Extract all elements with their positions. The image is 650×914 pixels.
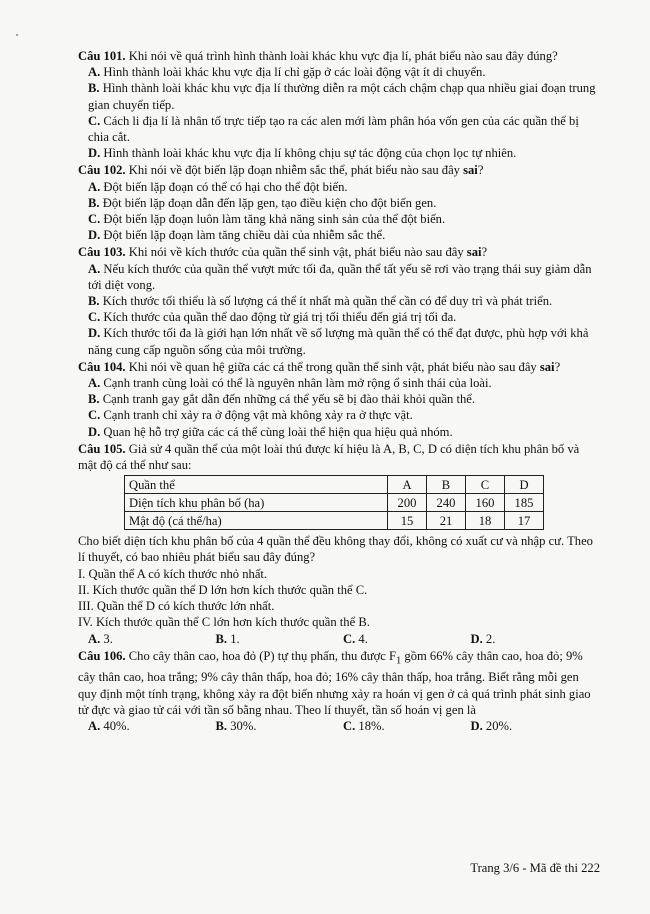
option-a: A. 3. xyxy=(88,631,113,646)
exam-content xyxy=(78,48,598,734)
question-103: Câu 103. Khi nói về kích thước của quần thể sinh vật, phát biểu nào sau đây sai? A. Nếu kích thước của quần thể vượt mức tối đa, quần thể tất yếu sẽ rơi vào trạng thái suy giảm dẫn tới diệt vong. B. Kích thước tối thiểu là số lượng cá thể ít nhất mà quần thể cần có để duy trì và phát triển. C. Kích thước của quần thể dao động từ giá trị tối thiểu đến giá trị tối đa. D. Kích thước tối đa là giới hạn lớn nhất về số lượng mà quần thể có thể đạt được, phù hợp với khả năng cung cấp nguồn sống của môi trường. xyxy=(78,244,598,357)
statement-1: I. Quần thể A có kích thước nhỏ nhất. xyxy=(78,566,268,581)
option-b: B. 1. xyxy=(215,631,240,646)
option-c: C. Cạnh tranh chỉ xảy ra ở động vật mà không xảy ra ở thực vật. xyxy=(88,408,413,423)
answer-choices xyxy=(78,718,598,734)
answer-choices xyxy=(78,631,598,647)
question-106: Câu 106. Cho cây thân cao, hoa đỏ (P) tự thụ phấn, thu được $F_1$ gồm 66% cây thân cao, hoa đỏ; 9% cây thân cao, hoa trắng; 9% cây thân thấp, hoa đỏ; 16% cây thân thấp, hoa trắng. Biết rằng mỗi gen quy định một tính trạng, không xảy ra đột biến nhưng xảy ra hoán vị gen ở cả quá trình phát sinh giao tử đực và giao tử cái với tần số bằng nhau. Theo lí thuyết, tần số hoán vị gen là A. 40%. B. 30%. C. 18%. D. 20%. xyxy=(78,648,598,735)
option-b: B. 30%. xyxy=(215,719,257,734)
statement-3: III. Quần thể D có kích thước lớn nhất. xyxy=(78,599,275,614)
table-row: Mật độ (cá thể/ha) 15 21 18 17 xyxy=(125,512,544,530)
table-header-row: Quần thể A B C D xyxy=(125,476,544,494)
question-102: Câu 102. Khi nói về đột biến lặp đoạn nhiễm sắc thể, phát biểu nào sau đây sai? A. Đột biến lặp đoạn có thể có hại cho thể đột biến. B. Đột biến lặp đoạn dẫn đến lặp gen, tạo điều kiện cho đột biến gen. C. Đột biến lặp đoạn luôn làm tăng khả năng sinh sản của thể đột biến. D. Đột biến lặp đoạn làm tăng chiều dài của nhiễm sắc thể. xyxy=(78,162,598,243)
option-b: B. Kích thước tối thiểu là số lượng cá thể ít nhất mà quần thể cần có để duy trì và phát triển. xyxy=(88,294,553,309)
option-a: A. 40%. xyxy=(88,719,130,734)
scan-speck xyxy=(16,34,18,36)
question-105: Câu 105. Giả sử 4 quần thể của một loài thú được kí hiệu là A, B, C, D có diện tích khu phân bố và mật độ cá thể như sau: Quần thể A B C D Diện tích khu phân bố (ha) 200 240 160 185 Mật độ (cá thể/ha) 15 21 18 17 Cho biết diện tích khu phân bố của 4 quần thể đều không thay đổi, không có xuất cư và nhập cư. Theo lí thuyết, có bao nhiêu phát biểu sau đây đúng? I. Quần thể A có kích thước nhỏ nhất. II. Kích thước quần thể D lớn hơn kích thước quần thể C. III. Quần thể D có kích thước lớn nhất. IV. Kích thước quần thể C lớn hơn kích thước quần thể B. A. 3. B. 1. C. 4. D. 2. xyxy=(78,441,598,647)
statement-4: IV. Kích thước quần thể C lớn hơn kích thước quần thể B. xyxy=(78,615,370,630)
option-d: D. Kích thước tối đa là giới hạn lớn nhất về số lượng mà quần thể có thể đạt được, phù hợp với khả năng cung cấp nguồn sống của môi trường. xyxy=(88,326,589,357)
question-stem: Khi nói về quá trình hình thành loài khác khu vực địa lí, phát biểu nào sau đây đúng? xyxy=(128,49,558,63)
statement-2: II. Kích thước quần thể D lớn hơn kích thước quần thể C. xyxy=(78,582,368,597)
option-a: A. Cạnh tranh cùng loài có thể là nguyên nhân làm mở rộng ổ sinh thái của loài. xyxy=(88,376,492,391)
table-row: Diện tích khu phân bố (ha) 200 240 160 185 xyxy=(125,494,544,512)
question-104: Câu 104. Khi nói về quan hệ giữa các cá thể trong quần thể sinh vật, phát biểu nào sau đây sai? A. Cạnh tranh cùng loài có thể là nguyên nhân làm mở rộng ổ sinh thái của loài. B. Cạnh tranh gay gắt dẫn đến những cá thể yếu sẽ bị đào thải khỏi quần thể. C. Cạnh tranh chỉ xảy ra ở động vật mà không xảy ra ở thực vật. D. Quan hệ hỗ trợ giữa các cá thể cùng loài thể hiện qua hiệu quả nhóm. xyxy=(78,359,598,440)
option-a: A. Hình thành loài khác khu vực địa lí chỉ gặp ở các loài động vật ít di chuyển. xyxy=(88,65,486,80)
option-a: A. Đột biến lặp đoạn có thể có hại cho thể đột biến. xyxy=(88,179,348,194)
option-c: C. Cách li địa lí là nhân tố trực tiếp tạo ra các alen mới làm phân hóa vốn gen của các quần thể bị chia cắt. xyxy=(88,113,579,145)
option-d: D. Quan hệ hỗ trợ giữa các cá thể cùng loài thể hiện qua hiệu quả nhóm. xyxy=(88,424,453,439)
option-d: D. 20%. xyxy=(470,719,513,734)
question-context: Cho biết diện tích khu phân bố của 4 quần thể đều không thay đổi, không có xuất cư và nhập cư. Theo lí thuyết, có bao nhiêu phát biểu sau đây đúng? xyxy=(78,534,593,565)
option-a: A. Nếu kích thước của quần thể vượt mức tối đa, quần thể tất yếu sẽ rơi vào trạng thái suy giảm dẫn tới diệt vong. xyxy=(88,261,592,292)
question-number: Câu 102. xyxy=(78,163,126,178)
option-c: C. Đột biến lặp đoạn luôn làm tăng khả năng sinh sản của thể đột biến. xyxy=(88,212,446,227)
question-number: Câu 101. xyxy=(78,49,126,63)
option-c: C. Kích thước của quần thể dao động từ giá trị tối thiểu đến giá trị tối đa. xyxy=(88,310,457,325)
option-d: D. 2. xyxy=(470,631,496,646)
question-number: Câu 105. xyxy=(78,441,126,456)
question-101 xyxy=(78,48,598,161)
option-b: B. Hình thành loài khác khu vực địa lí thường diễn ra một cách chậm chạp qua nhiều giai đoạn trung gian chuyển tiếp. xyxy=(88,81,596,112)
option-b: B. Cạnh tranh gay gắt dẫn đến những cá thể yếu sẽ bị đào thải khỏi quần thể. xyxy=(88,392,476,407)
question-number: Câu 106. xyxy=(78,648,126,663)
option-b: B. Đột biến lặp đoạn dẫn đến lặp gen, tạo điều kiện cho đột biến gen. xyxy=(88,195,437,210)
option-c: C. 4. xyxy=(343,631,368,646)
option-d: D. Đột biến lặp đoạn làm tăng chiều dài của nhiễm sắc thể. xyxy=(88,228,386,243)
option-c: C. 18%. xyxy=(343,719,385,734)
option-d: D. Hình thành loài khác khu vực địa lí không chịu sự tác động của chọn lọc tự nhiên. xyxy=(88,146,517,161)
question-number: Câu 104. xyxy=(78,359,126,374)
population-table xyxy=(124,475,544,530)
question-number: Câu 103. xyxy=(78,245,126,260)
page-footer: Trang 3/6 - Mã đề thi 222 xyxy=(470,861,600,875)
